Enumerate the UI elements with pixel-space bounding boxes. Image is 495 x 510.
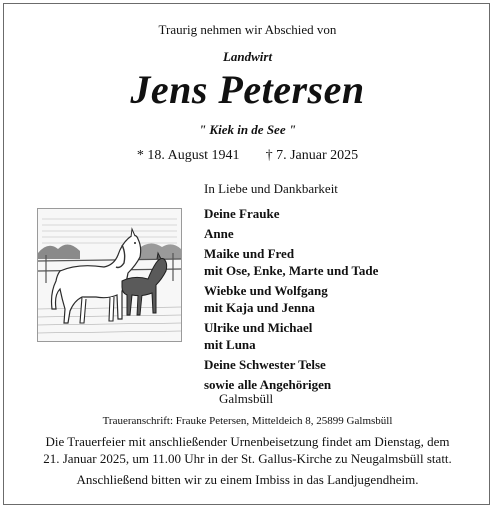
mourner-line: Ulrike und Michael <box>204 320 313 335</box>
death-date: † 7. Januar 2025 <box>265 148 359 163</box>
mourners-heading: In Liebe und Dankbarkeit <box>204 181 338 196</box>
mourner-line: Deine Schwester Telse <box>204 357 326 372</box>
mourner-entry <box>204 225 378 242</box>
mourner-entry <box>204 282 378 316</box>
mourner-line: mit Ose, Enke, Marte und Tade <box>204 263 379 278</box>
mourner-line: mit Luna <box>204 337 256 352</box>
occupation: Landwirt <box>222 49 273 64</box>
mourner-line: Wiebke und Wolfgang <box>204 283 328 298</box>
mourner-line: Anne <box>204 226 234 241</box>
mourner-line: sowie alle Angehörigen <box>204 377 332 392</box>
intro-text: Traurig nehmen wir Abschied von <box>158 22 337 37</box>
mourners-list <box>204 181 378 396</box>
place-name: Galmsbüll <box>219 391 274 406</box>
mourner-entry <box>204 245 378 279</box>
ceremony-details <box>0 433 495 467</box>
mourner-entry <box>204 205 378 222</box>
mourner-entry <box>204 319 378 353</box>
nickname: " Kiek in de See " <box>198 122 297 137</box>
mourner-line: Deine Frauke <box>204 206 280 221</box>
mourning-address: Traueranschrift: Frauke Petersen, Mitteldeich 8, 25899 Galmsbüll <box>102 415 393 427</box>
mourner-line: Maike und Fred <box>204 246 295 261</box>
ceremony-line: Die Trauerfeier mit anschließender Urnenbeisetzung findet am Dienstag, dem <box>45 434 450 449</box>
birth-date: * 18. August 1941 <box>136 148 240 163</box>
mourner-line: mit Kaja und Jenna <box>204 300 315 315</box>
life-dates <box>0 148 495 164</box>
horse-and-foal-sketch-icon <box>37 208 182 342</box>
reception-note: Anschließend bitten wir zu einem Imbiss in das Landjugendheim. <box>76 472 419 487</box>
deceased-name: Jens Petersen <box>130 67 365 112</box>
ceremony-line: 21. Januar 2025, um 11.00 Uhr in der St. Gallus-Kirche zu Neugalmsbüll statt. <box>43 451 452 466</box>
mourner-entry <box>204 356 378 373</box>
